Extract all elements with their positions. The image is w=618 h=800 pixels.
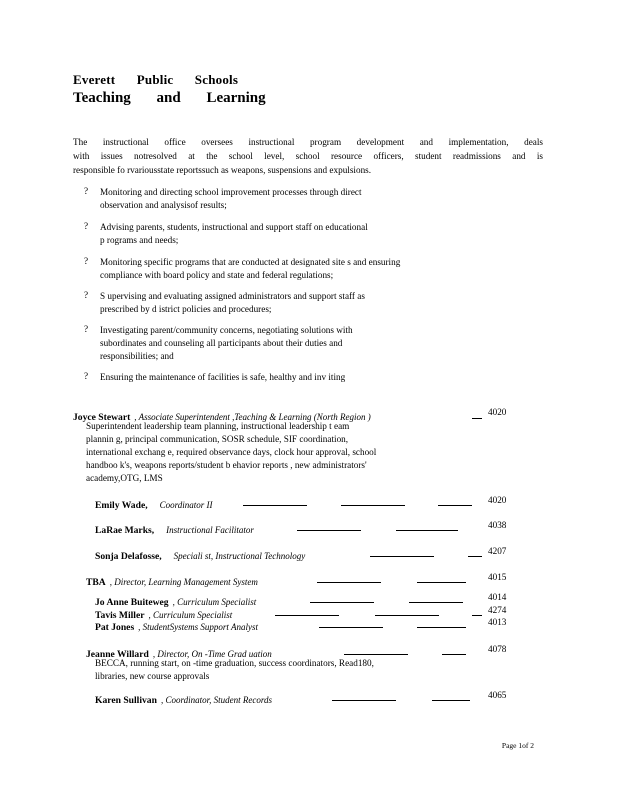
bullet-line: Monitoring and directing school improvement processes through direct <box>100 187 362 197</box>
staff-name: Pat Jones <box>95 622 135 633</box>
staff-name: Tavis Miller <box>95 610 145 621</box>
header-line-2: Teaching and Learning <box>73 90 266 106</box>
leader-rule <box>432 700 470 701</box>
bullet-line: Ensuring the maintenance of facilities is safe, healthy and inv iting <box>100 372 346 382</box>
bullet-line: compliance with board policy and state and federal regulations; <box>100 270 334 280</box>
leader-rule <box>310 602 374 603</box>
staff-name: Emily Wade, <box>95 500 148 511</box>
leader-rule <box>375 615 439 616</box>
intro-paragraph <box>73 135 543 177</box>
staff-entry <box>95 546 305 564</box>
bullet-mark: ? <box>84 221 89 231</box>
leader-rule <box>396 530 458 531</box>
bullet-line: Monitoring specific programs that are conducted at designated site s and ensuring <box>100 257 401 267</box>
bullet-line: subordinates and counseling all participants about their duties and <box>100 338 343 348</box>
bullet-mark: ? <box>84 256 89 266</box>
staff-description <box>95 657 374 683</box>
leader-rule <box>297 530 361 531</box>
staff-title: Speciali st, Instructional Technology <box>173 551 306 561</box>
phone-extension: 4014 <box>488 592 507 602</box>
bullet-mark: ? <box>84 324 89 334</box>
leader-rule <box>468 556 482 557</box>
staff-title: , Associate Superintendent ,Teaching & Learning (North Region ) <box>134 412 371 422</box>
leader-rule <box>317 582 381 583</box>
description-line: handboo k's, weapons reports/student b ehavior reports , new administrators' <box>86 460 367 470</box>
phone-extension: 4015 <box>488 572 507 582</box>
intro-line: responsible fo rvariousstate reportssuch as weapons, suspensions and expulsions. <box>73 165 372 175</box>
staff-name: TBA <box>86 577 106 588</box>
leader-rule <box>341 505 405 506</box>
description-line: libraries, new course approvals <box>95 671 210 681</box>
staff-name: Jeanne Willard <box>86 649 149 660</box>
staff-description <box>86 420 376 485</box>
description-line: international exchang e, required observance days, clock hour approval, school <box>86 447 377 457</box>
staff-title: Instructional Facilitator <box>166 525 254 535</box>
leader-rule <box>243 505 307 506</box>
leader-rule <box>409 602 463 603</box>
staff-title: , StudentSystems Support Analyst <box>138 622 258 632</box>
bullet-mark: ? <box>84 186 89 196</box>
description-line: Superintendent leadership team planning, instructional leadership t eam <box>86 421 350 431</box>
bullet-mark: ? <box>84 290 89 300</box>
bullet-line: S upervising and evaluating assigned administrators and support staff as <box>100 291 365 301</box>
bullet-line: Investigating parent/community concerns, negotiating solutions with <box>100 325 353 335</box>
leader-rule <box>438 505 472 506</box>
description-line: academy,OTG, LMS <box>86 473 163 483</box>
bullet-item <box>100 290 365 316</box>
staff-title: , Director, Learning Management System <box>109 577 258 587</box>
staff-name: Joyce Stewart <box>73 412 131 423</box>
intro-line: The instructional office oversees instructional program development and implementation, deals <box>73 137 543 147</box>
phone-extension: 4065 <box>488 690 507 700</box>
staff-entry <box>95 617 258 635</box>
phone-extension: 4013 <box>488 617 507 627</box>
staff-entry <box>86 572 258 590</box>
bullet-item <box>100 371 345 384</box>
phone-extension: 4038 <box>488 520 507 530</box>
staff-name: LaRae Marks, <box>95 525 155 536</box>
staff-name: Jo Anne Buiteweg <box>95 597 169 608</box>
staff-entry <box>95 520 254 538</box>
staff-entry <box>95 690 272 708</box>
leader-rule <box>275 615 339 616</box>
bullet-line: prescribed by d istrict policies and procedures; <box>100 304 272 314</box>
bullet-item <box>100 324 353 363</box>
bullet-line: p rograms and needs; <box>100 235 179 245</box>
intro-line: with issues notresolved at the school level, school resource officers, student readmissions and is <box>73 151 543 161</box>
bullet-item <box>100 221 368 247</box>
leader-rule <box>417 582 466 583</box>
leader-rule <box>442 654 466 655</box>
staff-title: , Curriculum Specialist <box>148 610 233 620</box>
phone-extension: 4020 <box>488 407 507 417</box>
description-line: BECCA, running start, on -time graduation, success coordinators, Read180, <box>95 658 374 668</box>
leader-rule <box>472 418 482 419</box>
leader-rule <box>370 556 434 557</box>
staff-name: Sonja Delafosse, <box>95 551 162 562</box>
leader-rule <box>472 615 482 616</box>
bullet-item <box>100 186 362 212</box>
leader-rule <box>344 654 408 655</box>
phone-extension: 4078 <box>488 644 507 654</box>
leader-rule <box>417 627 466 628</box>
staff-entry <box>95 495 213 513</box>
leader-rule <box>332 700 396 701</box>
header-line-1: Everett Public Schools <box>73 72 239 87</box>
staff-title: , Director, On -Time Grad uation <box>152 649 272 659</box>
bullet-line: responsibilities; and <box>100 351 174 361</box>
page-number: Page 1of 2 <box>501 741 534 750</box>
staff-title: , Coordinator, Student Records <box>160 695 273 705</box>
bullet-item <box>100 256 400 282</box>
bullet-line: Advising parents, students, instructional and support staff on educational <box>100 222 368 232</box>
staff-title: Coordinator II <box>159 500 213 510</box>
phone-extension: 4207 <box>488 546 507 556</box>
leader-rule <box>319 627 383 628</box>
bullet-mark: ? <box>84 371 89 381</box>
bullet-line: observation and analysisof results; <box>100 200 227 210</box>
staff-name: Karen Sullivan <box>95 695 157 706</box>
phone-extension: 4020 <box>488 495 507 505</box>
staff-title: , Curriculum Specialist <box>172 597 257 607</box>
phone-extension: 4274 <box>488 605 507 615</box>
description-line: plannin g, principal communication, SOSR schedule, SIF coordination, <box>86 434 349 444</box>
